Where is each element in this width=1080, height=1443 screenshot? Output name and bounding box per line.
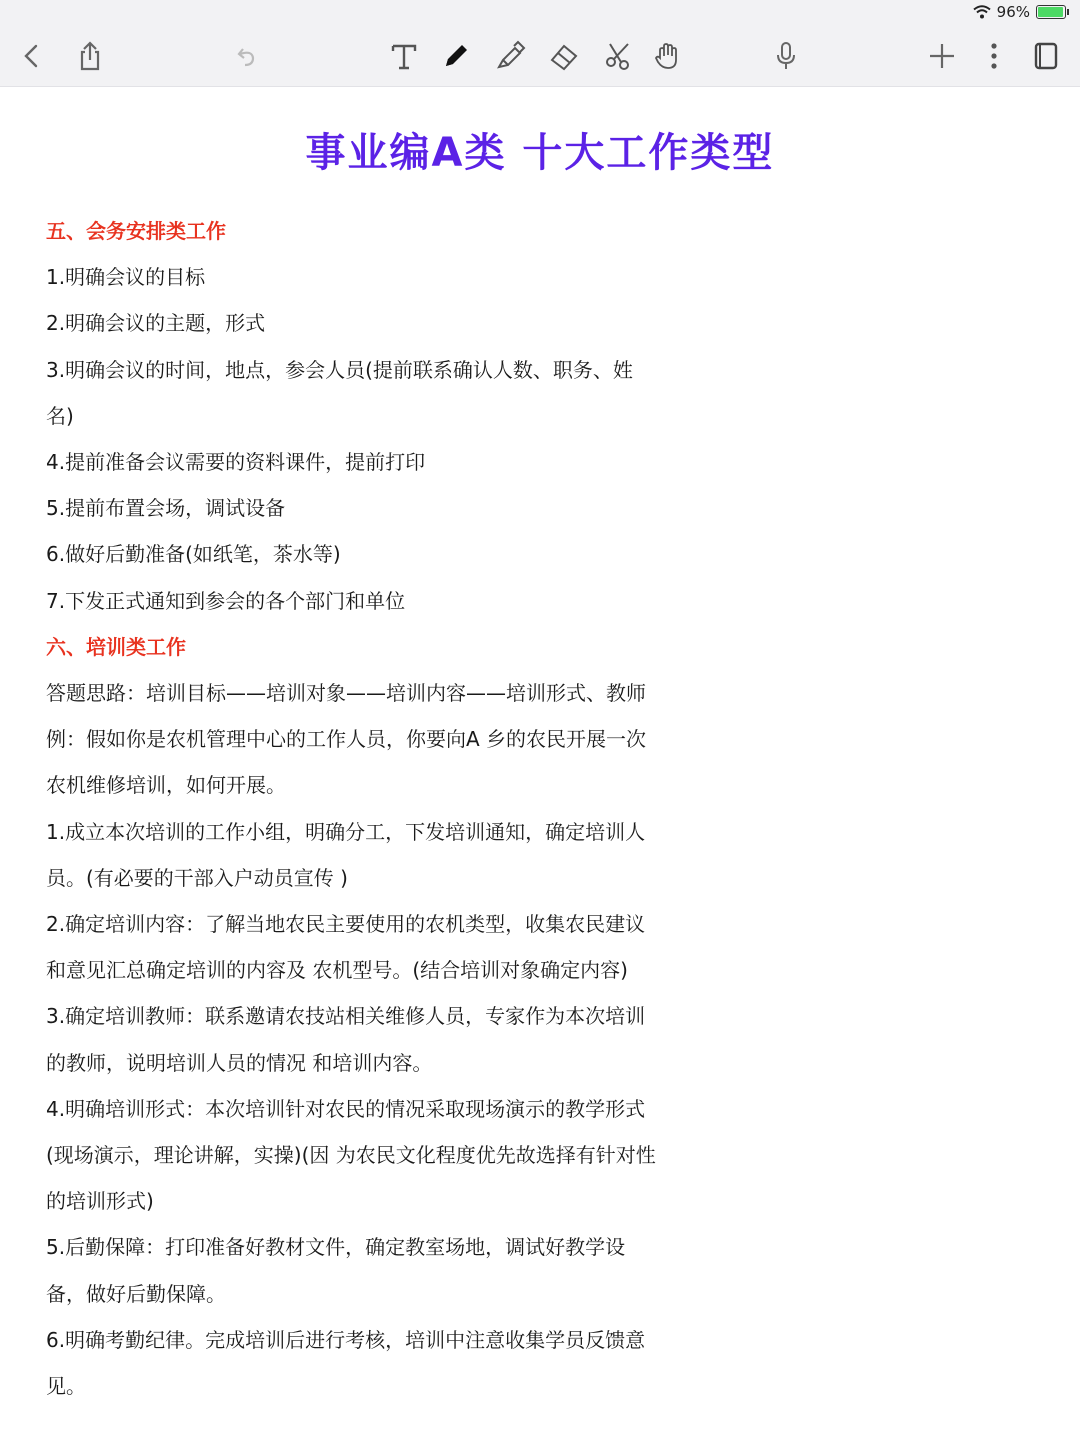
text-line: 5.后勤保障：打印准备好教材文件，确定教室场地，调试好教学设: [46, 1235, 626, 1260]
text-line: 7.下发正式通知到参会的各个部门和单位: [46, 588, 406, 613]
back-icon[interactable]: [14, 38, 50, 74]
text-line: 2.确定培训内容：了解当地农民主要使用的农机类型，收集农民建议: [46, 912, 646, 937]
text-line: 3.确定培训教师：联系邀请农技站相关维修人员，专家作为本次培训: [46, 1004, 646, 1029]
text-line: 例：假如你是农机管理中心的工作人员，你要向A 乡的农民开展一次: [46, 727, 647, 752]
status-indicators: [973, 3, 1066, 21]
text-line: 6.做好后勤准备(如纸笔，茶水等): [46, 542, 341, 567]
text-line: 4.明确培训形式：本次培训针对农民的情况采取现场演示的教学形式: [46, 1096, 646, 1121]
text-line: 3.明确会议的时间，地点，参会人员(提前联系确认人数、职务、姓: [46, 357, 633, 382]
section-heading: 六、培训类工作: [46, 634, 186, 659]
wifi-icon: [973, 5, 991, 19]
microphone-icon[interactable]: [768, 38, 804, 74]
text-line: 的教师，说明培训人员的情况 和培训内容。: [46, 1050, 433, 1075]
share-icon[interactable]: [72, 38, 108, 74]
eraser-icon[interactable]: [546, 38, 582, 74]
text-line: 的培训形式): [46, 1189, 154, 1214]
note-content: [46, 208, 1046, 1409]
hand-icon[interactable]: [650, 38, 686, 74]
status-bar: [0, 0, 1080, 26]
lasso-icon[interactable]: [600, 38, 636, 74]
text-line: 1.明确会议的目标: [46, 265, 206, 290]
text-line: 和意见汇总确定培训的内容及 农机型号。(结合培训对象确定内容): [46, 958, 628, 983]
pen-icon[interactable]: [438, 38, 474, 74]
battery-level: [1038, 7, 1063, 17]
section-heading: 五、会务安排类工作: [46, 219, 226, 243]
add-icon[interactable]: [924, 38, 960, 74]
text-tool-icon[interactable]: [386, 38, 422, 74]
highlighter-icon[interactable]: [492, 38, 528, 74]
text-line: 答题思路：培训目标——培训对象——培训内容——培训形式、教师: [46, 681, 646, 706]
text-line: 1.成立本次培训的工作小组，明确分工，下发培训通知，确定培训人: [46, 819, 646, 844]
more-icon[interactable]: [976, 38, 1012, 74]
text-line: 5.提前布置会场，调试设备: [46, 496, 286, 521]
battery-percent: 96%: [996, 3, 1030, 21]
text-line: 农机维修培训，如何开展。: [46, 773, 286, 798]
text-line: 员。(有必要的干部入户动员宣传 ): [46, 865, 348, 890]
battery-icon: [1036, 5, 1066, 19]
undo-icon[interactable]: [228, 38, 264, 74]
page-icon[interactable]: [1028, 38, 1064, 74]
toolbar: [0, 26, 1080, 87]
text-line: 4.提前准备会议需要的资料课件，提前打印: [46, 450, 426, 475]
text-line: 见。: [46, 1374, 86, 1399]
text-line: 备，做好后勤保障。: [46, 1281, 226, 1306]
text-line: 6.明确考勤纪律。完成培训后进行考核，培训中注意收集学员反馈意: [46, 1327, 646, 1352]
text-line: 2.明确会议的主题，形式: [46, 311, 266, 336]
page-title: 事业编A类 十大工作类型: [305, 130, 775, 176]
text-line: (现场演示，理论讲解，实操)(因 为农民文化程度优先故选择有针对性: [46, 1143, 656, 1168]
text-line: 名): [46, 403, 74, 428]
